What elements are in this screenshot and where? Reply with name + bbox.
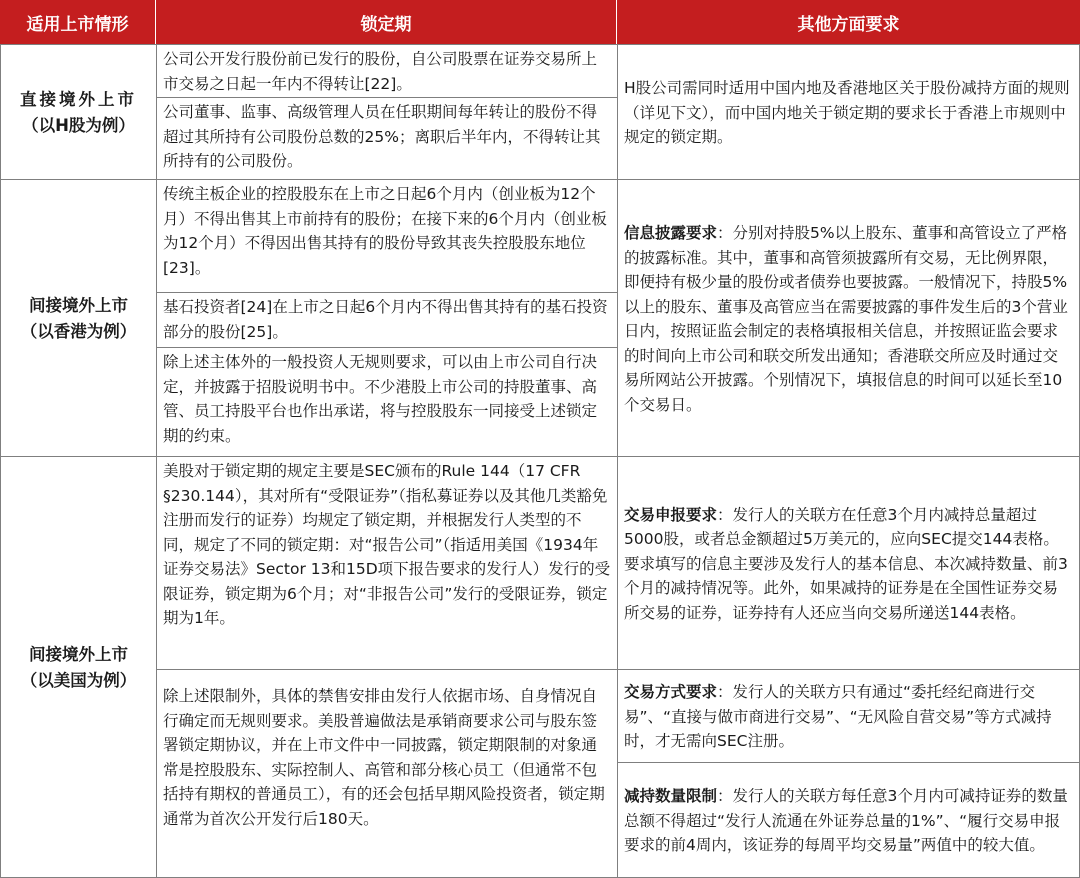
lock-hk-1: 传统主板企业的控股股东在上市之日起6个月内（创业板为12个月）不得出售其上市前持有的股份；在接下来的6个月内（创业板为12个月）不得因出售其持有的股份导致其丧失控股股东地位[23]。 [156, 179, 618, 293]
other-h-share-text: H股公司需同时适用中国内地及香港地区关于股份减持方面的规则（详见下文），而中国内地关于锁定期的要求长于香港上市规则中规定的锁定期。 [624, 79, 1070, 147]
text-reduction-limit: ：发行人的关联方每任意3个月内可减持证券的数量总额不得超过“发行人流通在外证券总量的1%”、“履行交易申报要求的前4周内，该证券的每周平均交易量”两值中的较大值。 [624, 787, 1068, 855]
scenario-title: 直接境外上市 [20, 90, 137, 109]
other-hk [617, 179, 1080, 457]
text-disclosure: ：分别对持股5%以上股东、董事和高管设立了严格的披露标准。其中，董事和高管须披露所有交易，无比例界限，即便持有极少量的股份或者债券也要披露。一般情况下，持股5%以上的股东、董事及高管应当在需要披露的事件发生后的3个营业日内，按照证监会制定的表格填报相关信息，并按照证监会要求的时间向上市公司和联交所发出通知；香港联交所应及时通过交易所网站公开披露。个别情况下，填报信息的时间可以延长至10个交易日。 [624, 224, 1068, 414]
text-trade-method: ：发行人的关联方只有通过“委托经纪商进行交易”、“直接与做市商进行交易”、“无风险自营交易”等方式减持时，才无需向SEC注册。 [624, 683, 1052, 751]
scenario-hong-kong [0, 179, 157, 457]
scenario-usa [0, 456, 157, 878]
label-reduction-limit: 减持数量限制 [624, 787, 718, 806]
lock-us-2: 除上述限制外，具体的禁售安排由发行人依据市场、自身情况自行确定而无规则要求。美股普遍做法是承销商要求公司与股东签署锁定期协议，并在上市文件中一同披露，锁定期限制的对象通常是控股股东、实际控制人、高管和部分核心员工（但通常不包括持有期权的普通员工），有的还会包括早期风险投资者，锁定期通常为首次公开发行后180天。 [156, 669, 618, 878]
other-us-2 [617, 669, 1080, 763]
scenario-title: 间接境外上市 [29, 296, 128, 315]
lock-hk-2: 基石投资者[24]在上市之日起6个月内不得出售其持有的基石投资部分的股份[25]。 [156, 292, 618, 348]
scenario-h-share [0, 44, 157, 180]
label-disclosure: 信息披露要求 [624, 224, 718, 242]
scenario-title: 间接境外上市 [29, 645, 128, 664]
header-scenario: 适用上市情形 [0, 0, 156, 44]
lock-us-1: 美股对于锁定期的规定主要是SEC颁布的Rule 144（17 CFR §230.144），其对所有“受限证券”（指私募证券以及其他几类豁免注册而发行的证券）均规定了锁定期，并根据发行人类型的不同，规定了不同的锁定期：对“报告公司”（指适用美国《1934年证券交易法》Sector 13和15D项下报告要求的发行人）发行的受限证券，锁定期为6个月；对“非报告公司”发行的受限证券，锁定期为1年。 [156, 456, 618, 670]
other-us-1 [617, 456, 1080, 670]
header-other: 其他方面要求 [797, 14, 900, 35]
lock-h-share-2: 公司董事、监事、高级管理人员在任职期间每年转让的股份不得超过其所持有公司股份总数的25%；离职后半年内，不得转让其所持有的公司股份。 [156, 97, 618, 180]
text-trade-report: ：发行人的关联方在任意3个月内减持总量超过5000股，或者总金额超过5万美元的，应向SEC提交144表格。要求填写的信息主要涉及发行人的基本信息、本次减持数量、前3个月的减持情况等。此外，如果减持的证券是在全国性证券交易所交易的证券，证券持有人还应当向交易所递送144表格。 [624, 505, 1068, 622]
scenario-subtitle: （以香港为例） [20, 322, 137, 341]
scenario-subtitle: （以H股为例） [22, 116, 135, 135]
table-header [0, 0, 1080, 44]
other-us-3 [617, 762, 1080, 878]
label-trade-method: 交易方式要求 [624, 683, 718, 702]
lock-hk-3: 除上述主体外的一般投资人无规则要求，可以由上市公司自行决定，并披露于招股说明书中。不少港股上市公司的持股董事、高管、员工持股平台也作出承诺，将与控股股东一同接受上述锁定期的约束。 [156, 347, 618, 457]
header-lockup: 锁定期 [156, 0, 617, 44]
label-trade-report: 交易申报要求 [624, 505, 718, 524]
scenario-subtitle: （以美国为例） [20, 671, 137, 690]
lock-h-share-1: 公司公开发行股份前已发行的股份，自公司股票在证券交易所上市交易之日起一年内不得转让[22]。 [156, 44, 618, 98]
other-h-share [617, 44, 1080, 180]
